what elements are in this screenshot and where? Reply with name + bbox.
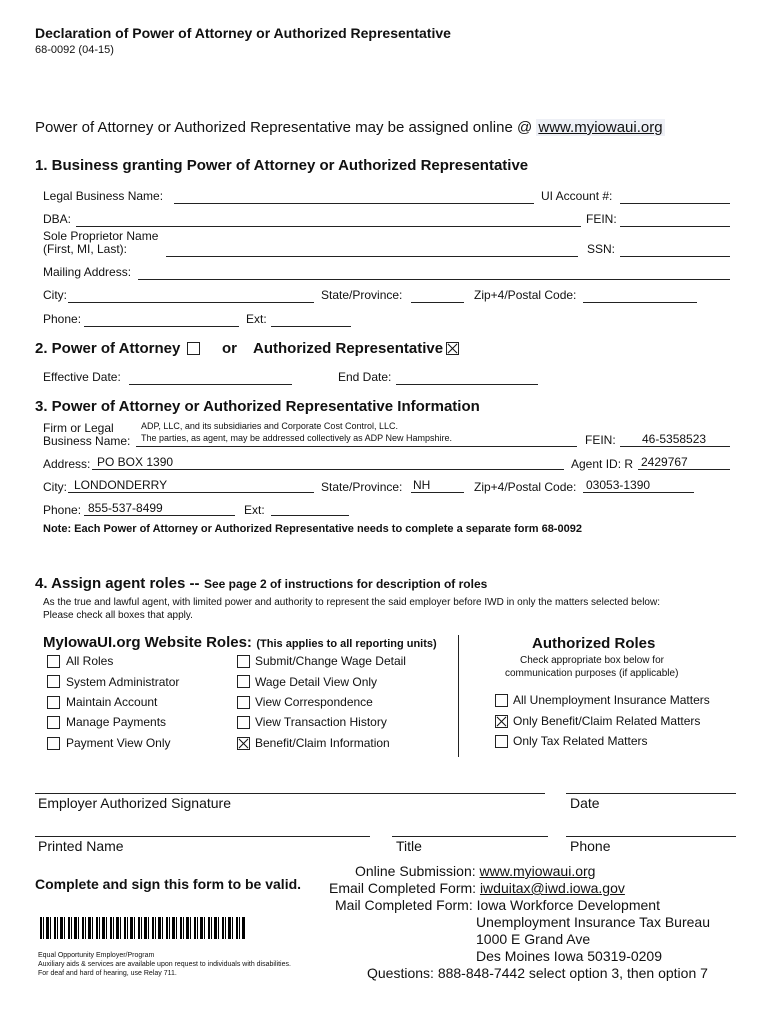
- email-submission: [329, 880, 625, 896]
- firm-label-2: Business Name:: [43, 434, 131, 448]
- zip-field[interactable]: [583, 302, 697, 303]
- section4-sub: See page 2 of instructions for description of roles: [203, 577, 488, 591]
- roles-divider: [458, 635, 459, 757]
- date-label: Date: [570, 795, 600, 811]
- sole-prop-label-1: Sole Proprietor Name: [43, 229, 159, 243]
- ext-field[interactable]: [271, 326, 351, 327]
- section4-desc-2: Please check all boxes that apply.: [43, 610, 193, 621]
- section3-heading: 3. Power of Attorney or Authorized Representative Information: [35, 398, 480, 415]
- sole-prop-label-2: (First, MI, Last):: [43, 242, 127, 256]
- role-wage-view-label: Wage Detail View Only: [255, 675, 378, 689]
- city-label: City:: [43, 288, 67, 302]
- mail-address-line-1: Iowa Workforce Development: [476, 897, 660, 913]
- signature-line[interactable]: [35, 793, 545, 794]
- role-maintain-account-label: Maintain Account: [66, 695, 158, 709]
- ssn-label: SSN:: [587, 242, 616, 256]
- legal-business-name-field[interactable]: [174, 203, 534, 204]
- section4-desc-1: As the true and lawful agent, with limited power and authority to represent the said employer before IWD in only the matters selected below:: [43, 597, 660, 608]
- online-submission: [355, 863, 595, 879]
- section1-heading: 1. Business granting Power of Attorney or Authorized Representative: [35, 157, 529, 174]
- mailing-address-label: Mailing Address:: [43, 265, 132, 279]
- effective-date-field[interactable]: [129, 384, 292, 385]
- authorized-roles-desc-1: Check appropriate box below for: [520, 655, 664, 666]
- online-note-link[interactable]: www.myiowaui.org: [538, 119, 663, 136]
- phone-label: Phone:: [43, 312, 82, 326]
- eeo-line-3: For deaf and hard of hearing, use Relay 711.: [38, 970, 177, 977]
- fein-field[interactable]: [620, 226, 730, 227]
- role-maintain-account-checkbox[interactable]: [47, 696, 60, 709]
- role-manage-payments-checkbox[interactable]: [47, 716, 60, 729]
- agent-id-label: Agent ID: R: [571, 457, 634, 471]
- website-roles-sub: (This applies to all reporting units): [256, 638, 437, 650]
- email-submission-label: Email Completed Form:: [329, 880, 477, 896]
- fein-label: FEIN:: [586, 212, 617, 226]
- email-submission-link[interactable]: iwduitax@iwd.iowa.gov: [479, 880, 625, 896]
- mail-submission: [335, 897, 660, 913]
- firm-label-1: Firm or Legal: [43, 421, 114, 435]
- ar-label: Authorized Representative: [253, 340, 444, 357]
- poa-label: 2. Power of Attorney: [35, 340, 181, 357]
- mail-address-line-4: Des Moines Iowa 50319-0209: [476, 948, 663, 964]
- state-label: State/Province:: [321, 288, 403, 302]
- role-manage-payments-label: Manage Payments: [66, 715, 167, 729]
- website-roles-title: MyIowaUI.org Website Roles:: [43, 634, 252, 651]
- ui-account-label: UI Account #:: [541, 189, 613, 203]
- state-field[interactable]: [411, 302, 464, 303]
- city-field[interactable]: [68, 302, 314, 303]
- printed-name-line[interactable]: [35, 836, 370, 837]
- firm-name-field[interactable]: [136, 446, 577, 447]
- online-note-text: Power of Attorney or Authorized Representative may be assigned online @: [35, 119, 533, 136]
- printed-name-label: Printed Name: [38, 838, 124, 854]
- role-all-roles-checkbox[interactable]: [47, 655, 60, 668]
- role-payment-view-label: Payment View Only: [66, 736, 171, 750]
- role-view-correspondence-checkbox[interactable]: [237, 696, 250, 709]
- fein-label-3: FEIN:: [585, 433, 616, 447]
- title-line[interactable]: [392, 836, 548, 837]
- agent-id-value: 2429767: [641, 455, 688, 469]
- role-submit-wage-checkbox[interactable]: [237, 655, 250, 668]
- questions-line: Questions: 888-848-7442 select option 3, then option 7: [367, 965, 708, 981]
- online-note: [35, 119, 665, 136]
- zip-field-3[interactable]: [583, 492, 694, 493]
- mail-address-line-3: 1000 E Grand Ave: [476, 931, 591, 947]
- auth-tax-checkbox[interactable]: [495, 735, 508, 748]
- state-label-3: State/Province:: [321, 480, 403, 494]
- employer-signature-label: Employer Authorized Signature: [38, 795, 231, 811]
- firm-value-2: The parties, as agent, may be addressed collectively as ADP New Hampshire.: [141, 433, 452, 443]
- role-all-roles-label: All Roles: [66, 654, 114, 668]
- authorized-roles-title: Authorized Roles: [532, 635, 656, 652]
- phone-field[interactable]: [84, 326, 239, 327]
- mail-address-line-2: Unemployment Insurance Tax Bureau: [476, 914, 710, 930]
- ext-field-3[interactable]: [271, 515, 349, 516]
- city-value-3: LONDONDERRY: [74, 478, 168, 492]
- mailing-address-field[interactable]: [138, 279, 730, 280]
- form-title: Declaration of Power of Attorney or Authorized Representative: [35, 25, 451, 41]
- authorized-roles-desc-2: communication purposes (if applicable): [505, 668, 679, 679]
- address-field-3[interactable]: [92, 469, 564, 470]
- effective-date-label: Effective Date:: [43, 370, 121, 384]
- auth-tax-label: Only Tax Related Matters: [513, 734, 648, 748]
- role-benefit-claim-checkbox[interactable]: [237, 737, 250, 750]
- online-submission-label: Online Submission:: [355, 863, 476, 879]
- complete-sign-note: Complete and sign this form to be valid.: [35, 876, 302, 892]
- fein-field-3[interactable]: [620, 446, 730, 447]
- state-field-3[interactable]: [411, 492, 464, 493]
- website-roles-heading: [43, 634, 437, 652]
- sole-prop-field[interactable]: [166, 256, 578, 257]
- role-system-admin-label: System Administrator: [66, 675, 180, 689]
- or-label: or: [222, 340, 237, 357]
- role-payment-view-checkbox[interactable]: [47, 737, 60, 750]
- ar-checkbox[interactable]: [446, 342, 459, 355]
- role-benefit-claim-label: Benefit/Claim Information: [255, 736, 390, 750]
- online-submission-link[interactable]: www.myiowaui.org: [479, 863, 596, 879]
- role-wage-view-checkbox[interactable]: [237, 675, 250, 688]
- zip-value-3: 03053-1390: [586, 478, 651, 492]
- role-system-admin-checkbox[interactable]: [47, 675, 60, 688]
- state-value-3: NH: [413, 478, 431, 492]
- phone-field-3[interactable]: [84, 515, 235, 516]
- auth-all-ui-label: All Unemployment Insurance Matters: [513, 693, 710, 707]
- end-date-field[interactable]: [396, 384, 538, 385]
- ext-label-3: Ext:: [244, 503, 265, 517]
- ext-label: Ext:: [246, 312, 267, 326]
- role-submit-wage-label: Submit/Change Wage Detail: [255, 654, 406, 668]
- mail-submission-label: Mail Completed Form:: [335, 897, 473, 913]
- eeo-line-1: Equal Opportunity Employer/Program: [38, 952, 155, 959]
- fein-value-3: 46-5358523: [642, 432, 707, 446]
- city-field-3[interactable]: [68, 492, 314, 493]
- date-line[interactable]: [566, 793, 736, 794]
- section4-heading: [35, 575, 487, 593]
- zip-label-3: Zip+4/Postal Code:: [474, 480, 577, 494]
- dba-field[interactable]: [76, 226, 581, 227]
- ssn-field[interactable]: [620, 256, 730, 257]
- phone-label-sig: Phone: [570, 838, 611, 854]
- phone-value-3: 855-537-8499: [88, 501, 163, 515]
- address-label-3: Address:: [43, 457, 91, 471]
- phone-line[interactable]: [566, 836, 736, 837]
- dba-label: DBA:: [43, 212, 72, 226]
- firm-value-1: ADP, LLC, and its subsidiaries and Corporate Cost Control, LLC.: [141, 421, 398, 431]
- eeo-line-2: Auxiliary aids & services are available upon request to individuals with disabilities.: [38, 961, 291, 968]
- role-view-transactions-label: View Transaction History: [255, 715, 387, 729]
- address-value-3: PO BOX 1390: [97, 455, 174, 469]
- phone-label-3: Phone:: [43, 503, 82, 517]
- legal-business-name-label: Legal Business Name:: [43, 189, 164, 203]
- auth-benefit-claim-checkbox[interactable]: [495, 715, 508, 728]
- zip-label: Zip+4/Postal Code:: [474, 288, 577, 302]
- agent-id-field[interactable]: [638, 469, 730, 470]
- title-label: Title: [396, 838, 422, 854]
- section4-title: 4. Assign agent roles --: [35, 575, 200, 592]
- city-label-3: City:: [43, 480, 67, 494]
- ui-account-field[interactable]: [620, 203, 730, 204]
- end-date-label: End Date:: [338, 370, 392, 384]
- role-view-correspondence-label: View Correspondence: [255, 695, 373, 709]
- separate-form-note: Note: Each Power of Attorney or Authorized Representative needs to complete a separate form 68-0092: [43, 523, 582, 535]
- auth-all-ui-checkbox[interactable]: [495, 694, 508, 707]
- form-number: 68-0092 (04-15): [35, 44, 114, 56]
- poa-checkbox[interactable]: [187, 342, 200, 355]
- auth-benefit-claim-label: Only Benefit/Claim Related Matters: [513, 714, 701, 728]
- barcode-image: [40, 917, 246, 939]
- role-view-transactions-checkbox[interactable]: [237, 716, 250, 729]
